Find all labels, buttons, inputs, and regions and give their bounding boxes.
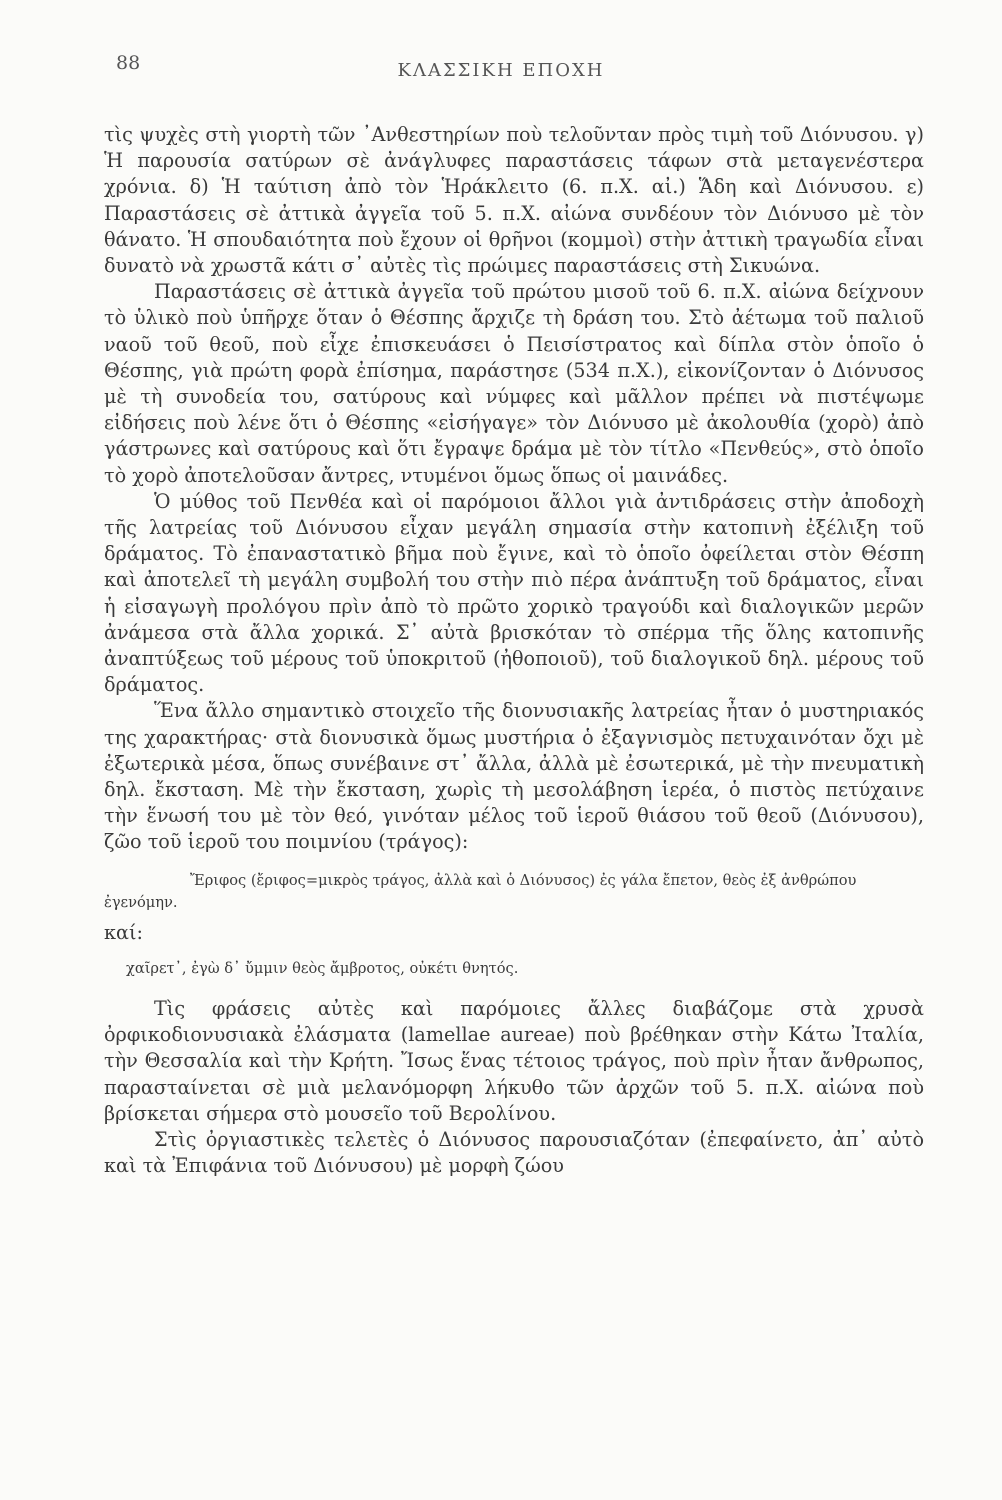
connector-text: καί: [104, 920, 143, 944]
page-number: 88 [116, 52, 141, 74]
quotation: Ἔριφος (ἔριφος=μικρὸς τράγος, ἀλλὰ καὶ ὁ Διόνυσος) ἐς γάλα ἔπετον, θεὸς ἐξ ἀνθρώπου ἐγενόμην. [104, 871, 857, 911]
quotation: χαῖρετ᾿, ἐγὼ δ᾿ ὔμμιν θεὸς ἄμβροτος, οὐκέτι θνητός. [126, 959, 519, 977]
paragraph: Τὶς φράσεις αὐτὲς καὶ παρόμοιες ἄλλες διαβάζομε στὰ χρυσὰ ὀρφικοδιονυσιακὰ ἐλάσματα (lamellae aureae) ποὺ βρέθηκαν στὴν Κάτω Ἰταλία, τὴν Θεσσαλία καὶ τὴν Κρήτη. Ἴσως ἕνας τέτοιος τράγος, ποὺ πρὶν ἦταν ἄνθρωπος, παρασταίνεται σὲ μιὰ μελανόμορφη λήκυθο τῶν ἀρχῶν τοῦ 5. π.Χ. αἰώνα ποὺ βρίσκεται σήμερα στὸ μουσεῖο τοῦ Βερολίνου. [104, 996, 924, 1125]
paragraph: Ὁ μύθος τοῦ Πενθέα καὶ οἱ παρόμοιοι ἄλλοι γιὰ ἀντιδράσεις στὴν ἀποδοχὴ τῆς λατρείας τοῦ Διόνυσου εἶχαν μεγάλη σημασία στὴν κατοπινὴ ἐξέλιξη τοῦ δράματος. Τὸ ἐπαναστατικὸ βῆμα ποὺ ἔγινε, καὶ τὸ ὁποῖο ὀφείλεται στὸν Θέσπη καὶ ἀποτελεῖ τὴ μεγάλη συμβολή του στὴν πιὸ πέρα ἀνάπτυξη τοῦ δράματος, εἶναι ἡ εἰσαγωγὴ προλόγου πρὶν ἀπὸ τὸ πρῶτο χορικὸ τραγούδι καὶ διαλογικῶν μερῶν ἀνάμεσα στὰ ἄλλα χορικά. Σ᾿ αὐτὰ βρισκόταν τὸ σπέρμα τῆς ὅλης κατοπινῆς ἀναπτύξεως τοῦ μέρους τοῦ ὑποκριτοῦ (ἠθοποιοῦ), τοῦ διαλογικοῦ δηλ. μέρους τοῦ δράματος. [104, 489, 924, 697]
running-head: ΚΛΑΣΣΙΚΗ ΕΠΟΧΗ [397, 60, 605, 81]
page-body [104, 122, 924, 1179]
paragraph: Στὶς ὀργιαστικὲς τελετὲς ὁ Διόνυσος παρουσιαζόταν (ἐπεφαίνετο, ἀπ᾿ αὐτὸ καὶ τὰ Ἐπιφάνια τοῦ Διόνυσου) μὲ μορφὴ ζώου [104, 1127, 924, 1178]
paragraph: Παραστάσεις σὲ ἀττικὰ ἀγγεῖα τοῦ πρώτου μισοῦ τοῦ 6. π.Χ. αἰώνα δείχνουν τὸ ὑλικὸ ποὺ ὑπῆρχε ὅταν ὁ Θέσπης ἄρχιζε τὴ δράση του. Στὸ ἀέτωμα τοῦ παλιοῦ ναοῦ τοῦ θεοῦ, ποὺ εἶχε ἐπισκευάσει ὁ Πεισίστρατος καὶ δίπλα στὸν ὁποῖο ὁ Θέσπης, γιὰ πρώτη φορὰ ἐπίσημα, παράστησε (534 π.Χ.), εἰκονίζονταν ὁ Διόνυσος μὲ τὴ συνοδεία του, σατύρους καὶ νύμφες καὶ μᾶλλον πρέπει νὰ πιστέψωμε εἰδήσεις ποὺ λένε ὅτι ὁ Θέσπης «εἰσήγαγε» τὸν Διόνυσο μὲ ἀκολουθία (χορὸ) ἀπὸ γάστρωνες καὶ σατύρους καὶ ὅτι ἔγραψε δράμα μὲ τὸν τίτλο «Πενθεύς», στὸ ὁποῖο τὸ χορὸ ἀποτελοῦσαν ἄντρες, ντυμένοι ὅμως ὅπως οἱ μαινάδες. [104, 280, 924, 487]
paragraph: Ἕνα ἄλλο σημαντικὸ στοιχεῖο τῆς διονυσιακῆς λατρείας ἦταν ὁ μυστηριακός της χαρακτήρας· στὰ διονυσικὰ ὅμως μυστήρια ὁ ἐξαγνισμὸς πετυχαινόταν ὄχι μὲ ἐξωτερικὰ μέσα, ὅπως συνέβαινε στ᾿ ἄλλα, ἀλλὰ μὲ ἐσωτερικά, μὲ τὴν πνευματικὴ δηλ. ἔκσταση. Μὲ τὴν ἔκσταση, χωρὶς τὴ μεσολάβηση ἱερέα, ὁ πιστὸς πετύχαινε τὴν ἕνωσή του μὲ τὸν θεό, γινόταν μέλος τοῦ ἱεροῦ θιάσου τοῦ θεοῦ (Διόνυσου), ζῶο τοῦ ἱεροῦ του ποιμνίου (τράγος): [104, 699, 924, 854]
paragraph: τὶς ψυχὲς στὴ γιορτὴ τῶν ᾿Ανθεστηρίων ποὺ τελοῦνταν πρὸς τιμὴ τοῦ Διόνυσου. γ) Ἡ παρουσία σατύρων σὲ ἀνάγλυφες παραστάσεις τάφων στὰ μεταγενέστερα χρόνια. δ) Ἡ ταύτιση ἀπὸ τὸν Ἡράκλειτο (6. π.Χ. αἰ.) Ἅδη καὶ Διόνυσου. ε) Παραστάσεις σὲ ἀττικὰ ἀγγεῖα τοῦ 5. π.Χ. αἰώνα συνδέουν τὸν Διόνυσο μὲ τὸν θάνατο. Ἡ σπουδαιότητα ποὺ ἔχουν οἱ θρῆνοι (κομμοὶ) στὴν ἀττικὴ τραγωδία εἶναι δυνατὸ νὰ χρωστᾶ κάτι σ᾿ αὐτὲς τὶς πρώιμες παραστάσεις στὴ Σικυώνα. [104, 123, 924, 278]
